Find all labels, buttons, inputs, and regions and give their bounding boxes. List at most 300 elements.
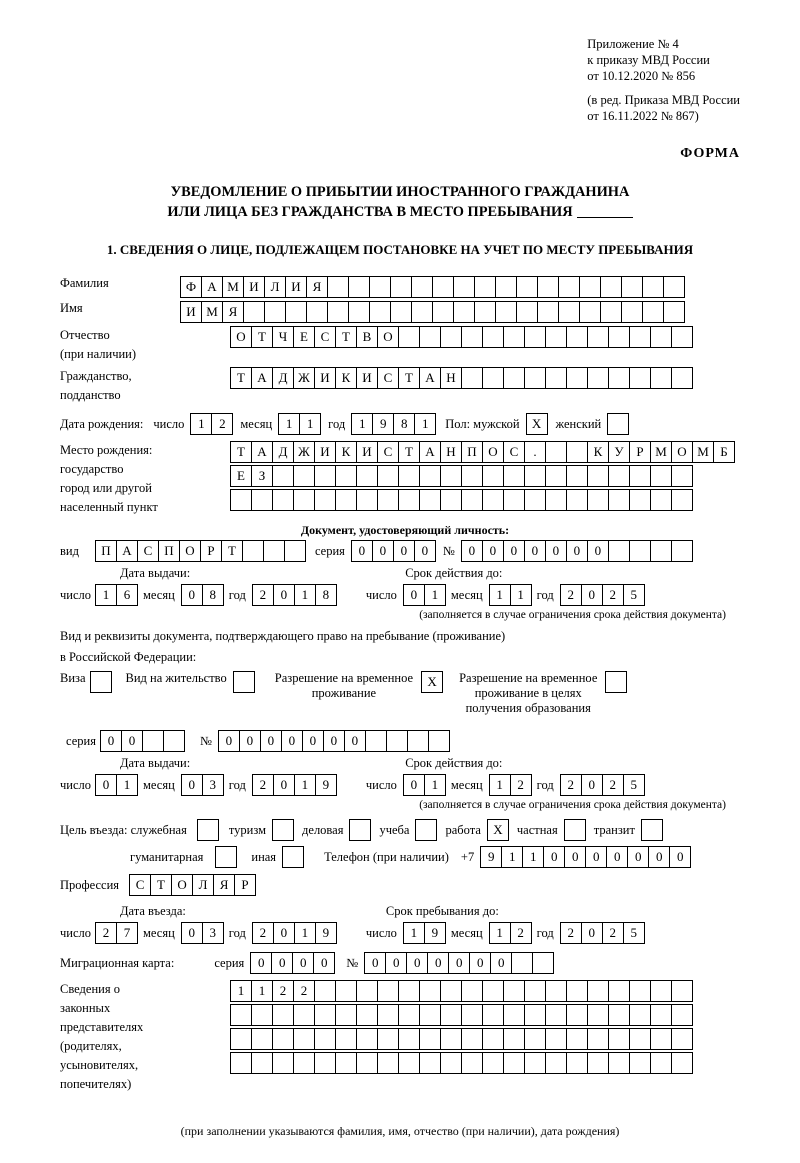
char-box[interactable] xyxy=(629,540,651,562)
char-box[interactable]: С xyxy=(377,441,399,463)
char-box[interactable]: 8 xyxy=(315,584,337,606)
char-box[interactable]: М xyxy=(201,301,223,323)
permit-issue-month-boxes[interactable] xyxy=(181,774,223,796)
legal-rep-line-1-boxes[interactable] xyxy=(230,980,692,1002)
char-box[interactable] xyxy=(242,540,264,562)
char-box[interactable]: 0 xyxy=(313,952,335,974)
char-box[interactable] xyxy=(293,489,315,511)
char-box[interactable] xyxy=(264,301,286,323)
char-box[interactable] xyxy=(314,1052,336,1074)
char-box[interactable]: 0 xyxy=(273,922,295,944)
char-box[interactable]: А xyxy=(116,540,138,562)
char-box[interactable]: 1 xyxy=(414,413,436,435)
char-box[interactable]: Д xyxy=(272,367,294,389)
char-box[interactable]: Т xyxy=(335,326,357,348)
char-box[interactable] xyxy=(566,367,588,389)
char-box[interactable] xyxy=(272,1052,294,1074)
char-box[interactable] xyxy=(293,465,315,487)
char-box[interactable]: Т xyxy=(230,367,252,389)
char-box[interactable]: 0 xyxy=(181,584,203,606)
char-box[interactable] xyxy=(566,1052,588,1074)
char-box[interactable]: 0 xyxy=(543,846,565,868)
char-box[interactable] xyxy=(545,1028,567,1050)
char-box[interactable]: 0 xyxy=(587,540,609,562)
char-box[interactable]: 1 xyxy=(294,922,316,944)
char-box[interactable]: 1 xyxy=(403,922,425,944)
residence-permit-checkbox[interactable] xyxy=(233,671,255,693)
char-box[interactable] xyxy=(629,367,651,389)
edu-residence-checkbox[interactable] xyxy=(605,671,627,693)
char-box[interactable]: Я xyxy=(306,276,328,298)
char-box[interactable] xyxy=(440,1028,462,1050)
permit-valid-year-boxes[interactable] xyxy=(560,774,644,796)
char-box[interactable]: И xyxy=(356,367,378,389)
char-box[interactable]: Ж xyxy=(293,441,315,463)
char-box[interactable] xyxy=(461,367,483,389)
char-box[interactable] xyxy=(650,1004,672,1026)
char-box[interactable] xyxy=(440,326,462,348)
char-box[interactable]: 0 xyxy=(648,846,670,868)
char-box[interactable]: 0 xyxy=(566,540,588,562)
char-box[interactable]: 0 xyxy=(121,730,143,752)
char-box[interactable]: О xyxy=(482,441,504,463)
char-box[interactable]: 0 xyxy=(218,730,240,752)
char-box[interactable] xyxy=(516,276,538,298)
entry-month-boxes[interactable] xyxy=(181,922,223,944)
char-box[interactable] xyxy=(671,540,693,562)
char-box[interactable] xyxy=(503,1052,525,1074)
char-box[interactable]: 0 xyxy=(271,952,293,974)
char-box[interactable]: П xyxy=(158,540,180,562)
char-box[interactable] xyxy=(377,489,399,511)
patronymic-boxes[interactable] xyxy=(230,326,692,348)
char-box[interactable]: Ф xyxy=(180,276,202,298)
char-box[interactable] xyxy=(482,1028,504,1050)
char-box[interactable] xyxy=(327,301,349,323)
sex-female-checkbox[interactable] xyxy=(607,413,629,435)
temp-residence-checkbox[interactable]: X xyxy=(421,671,443,693)
char-box[interactable] xyxy=(558,301,580,323)
char-box[interactable]: А xyxy=(419,367,441,389)
char-box[interactable] xyxy=(663,276,685,298)
char-box[interactable] xyxy=(650,540,672,562)
char-box[interactable] xyxy=(537,276,559,298)
char-box[interactable]: Я xyxy=(222,301,244,323)
char-box[interactable] xyxy=(566,1028,588,1050)
char-box[interactable]: 0 xyxy=(482,540,504,562)
purpose-humanitarian-checkbox[interactable] xyxy=(215,846,237,868)
char-box[interactable] xyxy=(608,540,630,562)
char-box[interactable]: Б xyxy=(713,441,735,463)
char-box[interactable]: 0 xyxy=(585,846,607,868)
legal-rep-line-4-boxes[interactable] xyxy=(230,1052,692,1074)
char-box[interactable]: В xyxy=(356,326,378,348)
char-box[interactable] xyxy=(453,301,475,323)
char-box[interactable] xyxy=(390,301,412,323)
char-box[interactable]: 0 xyxy=(273,584,295,606)
char-box[interactable]: Р xyxy=(234,874,256,896)
char-box[interactable] xyxy=(453,276,475,298)
char-box[interactable]: О xyxy=(671,441,693,463)
char-box[interactable] xyxy=(545,980,567,1002)
char-box[interactable] xyxy=(608,367,630,389)
char-box[interactable] xyxy=(608,1004,630,1026)
char-box[interactable]: 5 xyxy=(623,584,645,606)
char-box[interactable]: 0 xyxy=(581,584,603,606)
stay-month-boxes[interactable] xyxy=(489,922,531,944)
char-box[interactable] xyxy=(587,489,609,511)
char-box[interactable] xyxy=(608,1028,630,1050)
char-box[interactable] xyxy=(482,367,504,389)
char-box[interactable] xyxy=(650,1028,672,1050)
char-box[interactable]: . xyxy=(524,441,546,463)
char-box[interactable] xyxy=(545,326,567,348)
char-box[interactable] xyxy=(461,1004,483,1026)
char-box[interactable] xyxy=(356,1028,378,1050)
char-box[interactable] xyxy=(650,326,672,348)
char-box[interactable] xyxy=(579,301,601,323)
char-box[interactable]: 0 xyxy=(302,730,324,752)
char-box[interactable]: 1 xyxy=(424,774,446,796)
char-box[interactable]: 0 xyxy=(351,540,373,562)
char-box[interactable] xyxy=(503,465,525,487)
char-box[interactable] xyxy=(671,489,693,511)
char-box[interactable] xyxy=(419,1052,441,1074)
legal-rep-line-2-boxes[interactable] xyxy=(230,1004,692,1026)
char-box[interactable] xyxy=(642,301,664,323)
char-box[interactable]: 0 xyxy=(385,952,407,974)
char-box[interactable] xyxy=(377,465,399,487)
char-box[interactable] xyxy=(348,301,370,323)
char-box[interactable]: Е xyxy=(230,465,252,487)
char-box[interactable]: 3 xyxy=(202,922,224,944)
char-box[interactable]: Т xyxy=(398,441,420,463)
char-box[interactable] xyxy=(390,276,412,298)
char-box[interactable]: 8 xyxy=(393,413,415,435)
char-box[interactable] xyxy=(482,326,504,348)
char-box[interactable]: 2 xyxy=(252,922,274,944)
char-box[interactable] xyxy=(495,301,517,323)
char-box[interactable] xyxy=(650,489,672,511)
char-box[interactable]: 2 xyxy=(510,922,532,944)
purpose-service-checkbox[interactable] xyxy=(197,819,219,841)
char-box[interactable]: Т xyxy=(230,441,252,463)
birth-place-line-1-boxes[interactable] xyxy=(230,441,734,463)
char-box[interactable]: 2 xyxy=(252,774,274,796)
char-box[interactable] xyxy=(608,489,630,511)
char-box[interactable] xyxy=(650,980,672,1002)
char-box[interactable]: 1 xyxy=(95,584,117,606)
char-box[interactable] xyxy=(608,326,630,348)
char-box[interactable] xyxy=(600,301,622,323)
char-box[interactable] xyxy=(482,980,504,1002)
char-box[interactable] xyxy=(461,1028,483,1050)
char-box[interactable] xyxy=(503,1004,525,1026)
char-box[interactable] xyxy=(369,276,391,298)
char-box[interactable] xyxy=(545,465,567,487)
char-box[interactable]: 2 xyxy=(211,413,233,435)
char-box[interactable] xyxy=(293,1028,315,1050)
purpose-study-checkbox[interactable] xyxy=(415,819,437,841)
doc-issue-day-boxes[interactable] xyxy=(95,584,137,606)
char-box[interactable]: 0 xyxy=(427,952,449,974)
char-box[interactable] xyxy=(365,730,387,752)
char-box[interactable] xyxy=(377,1004,399,1026)
char-box[interactable] xyxy=(461,489,483,511)
char-box[interactable]: 0 xyxy=(414,540,436,562)
char-box[interactable] xyxy=(629,1028,651,1050)
char-box[interactable]: 0 xyxy=(281,730,303,752)
char-box[interactable] xyxy=(272,489,294,511)
char-box[interactable] xyxy=(629,980,651,1002)
char-box[interactable]: 6 xyxy=(116,584,138,606)
char-box[interactable] xyxy=(671,980,693,1002)
doc-kind-boxes[interactable] xyxy=(95,540,305,562)
char-box[interactable] xyxy=(516,301,538,323)
char-box[interactable] xyxy=(230,1052,252,1074)
char-box[interactable] xyxy=(398,489,420,511)
char-box[interactable]: 9 xyxy=(480,846,502,868)
birth-month-boxes[interactable] xyxy=(278,413,320,435)
char-box[interactable] xyxy=(621,301,643,323)
char-box[interactable]: 1 xyxy=(230,980,252,1002)
doc-valid-year-boxes[interactable] xyxy=(560,584,644,606)
char-box[interactable]: К xyxy=(335,367,357,389)
char-box[interactable]: 0 xyxy=(524,540,546,562)
char-box[interactable]: 0 xyxy=(581,774,603,796)
char-box[interactable]: 0 xyxy=(669,846,691,868)
char-box[interactable]: 2 xyxy=(272,980,294,1002)
char-box[interactable] xyxy=(230,489,252,511)
char-box[interactable]: Л xyxy=(264,276,286,298)
char-box[interactable]: 1 xyxy=(278,413,300,435)
char-box[interactable] xyxy=(545,489,567,511)
char-box[interactable]: М xyxy=(650,441,672,463)
char-box[interactable]: 9 xyxy=(424,922,446,944)
purpose-work-checkbox[interactable]: X xyxy=(487,819,509,841)
char-box[interactable] xyxy=(440,1004,462,1026)
char-box[interactable]: М xyxy=(692,441,714,463)
char-box[interactable] xyxy=(482,1052,504,1074)
purpose-other-checkbox[interactable] xyxy=(282,846,304,868)
char-box[interactable] xyxy=(356,1052,378,1074)
char-box[interactable] xyxy=(314,980,336,1002)
doc-number-boxes[interactable] xyxy=(461,540,692,562)
char-box[interactable]: П xyxy=(461,441,483,463)
char-box[interactable] xyxy=(398,326,420,348)
char-box[interactable]: Ж xyxy=(293,367,315,389)
citizenship-boxes[interactable] xyxy=(230,367,692,389)
purpose-transit-checkbox[interactable] xyxy=(641,819,663,841)
char-box[interactable] xyxy=(314,465,336,487)
char-box[interactable]: Т xyxy=(251,326,273,348)
char-box[interactable]: 2 xyxy=(510,774,532,796)
char-box[interactable] xyxy=(671,465,693,487)
char-box[interactable]: 1 xyxy=(294,584,316,606)
char-box[interactable] xyxy=(545,1004,567,1026)
char-box[interactable] xyxy=(419,1028,441,1050)
birth-year-boxes[interactable] xyxy=(351,413,435,435)
char-box[interactable]: Т xyxy=(221,540,243,562)
char-box[interactable]: 1 xyxy=(489,922,511,944)
char-box[interactable] xyxy=(440,489,462,511)
char-box[interactable] xyxy=(629,465,651,487)
char-box[interactable]: Я xyxy=(213,874,235,896)
char-box[interactable]: Т xyxy=(150,874,172,896)
char-box[interactable]: 1 xyxy=(501,846,523,868)
char-box[interactable] xyxy=(419,1004,441,1026)
purpose-business-checkbox[interactable] xyxy=(349,819,371,841)
char-box[interactable] xyxy=(671,367,693,389)
char-box[interactable]: 2 xyxy=(293,980,315,1002)
char-box[interactable]: 0 xyxy=(606,846,628,868)
char-box[interactable]: 3 xyxy=(202,774,224,796)
char-box[interactable]: 1 xyxy=(522,846,544,868)
char-box[interactable] xyxy=(587,326,609,348)
char-box[interactable]: Т xyxy=(398,367,420,389)
char-box[interactable] xyxy=(566,489,588,511)
char-box[interactable]: Д xyxy=(272,441,294,463)
char-box[interactable] xyxy=(461,326,483,348)
char-box[interactable] xyxy=(629,1004,651,1026)
char-box[interactable] xyxy=(314,489,336,511)
char-box[interactable]: 1 xyxy=(351,413,373,435)
doc-issue-year-boxes[interactable] xyxy=(252,584,336,606)
char-box[interactable]: 0 xyxy=(100,730,122,752)
char-box[interactable] xyxy=(503,1028,525,1050)
char-box[interactable]: И xyxy=(285,276,307,298)
char-box[interactable] xyxy=(398,980,420,1002)
char-box[interactable] xyxy=(524,1004,546,1026)
char-box[interactable] xyxy=(272,1028,294,1050)
char-box[interactable]: 0 xyxy=(581,922,603,944)
char-box[interactable]: 1 xyxy=(294,774,316,796)
char-box[interactable] xyxy=(419,980,441,1002)
char-box[interactable]: О xyxy=(179,540,201,562)
char-box[interactable] xyxy=(671,1028,693,1050)
char-box[interactable] xyxy=(566,980,588,1002)
char-box[interactable] xyxy=(411,301,433,323)
char-box[interactable] xyxy=(440,980,462,1002)
char-box[interactable]: Л xyxy=(192,874,214,896)
char-box[interactable] xyxy=(335,489,357,511)
char-box[interactable] xyxy=(356,980,378,1002)
char-box[interactable] xyxy=(566,326,588,348)
char-box[interactable] xyxy=(650,367,672,389)
char-box[interactable]: 9 xyxy=(372,413,394,435)
doc-valid-month-boxes[interactable] xyxy=(489,584,531,606)
char-box[interactable] xyxy=(314,1004,336,1026)
char-box[interactable] xyxy=(398,1028,420,1050)
char-box[interactable] xyxy=(503,489,525,511)
char-box[interactable] xyxy=(407,730,429,752)
char-box[interactable]: И xyxy=(243,276,265,298)
birth-place-line-3-boxes[interactable] xyxy=(230,489,734,511)
permit-series-boxes[interactable] xyxy=(100,730,184,752)
char-box[interactable] xyxy=(306,301,328,323)
char-box[interactable] xyxy=(284,540,306,562)
birth-day-boxes[interactable] xyxy=(190,413,232,435)
char-box[interactable] xyxy=(587,1028,609,1050)
char-box[interactable] xyxy=(335,1028,357,1050)
migration-number-boxes[interactable] xyxy=(364,952,553,974)
char-box[interactable] xyxy=(587,1004,609,1026)
char-box[interactable]: Е xyxy=(293,326,315,348)
char-box[interactable] xyxy=(566,1004,588,1026)
char-box[interactable] xyxy=(356,465,378,487)
char-box[interactable] xyxy=(293,1004,315,1026)
char-box[interactable]: С xyxy=(503,441,525,463)
char-box[interactable] xyxy=(650,1052,672,1074)
char-box[interactable]: 1 xyxy=(489,584,511,606)
char-box[interactable] xyxy=(545,1052,567,1074)
char-box[interactable]: 7 xyxy=(116,922,138,944)
char-box[interactable]: 2 xyxy=(560,922,582,944)
stay-day-boxes[interactable] xyxy=(403,922,445,944)
char-box[interactable]: Ч xyxy=(272,326,294,348)
birth-place-line-2-boxes[interactable] xyxy=(230,465,734,487)
char-box[interactable] xyxy=(230,1028,252,1050)
char-box[interactable] xyxy=(440,465,462,487)
char-box[interactable]: 0 xyxy=(181,922,203,944)
phone-boxes[interactable] xyxy=(480,846,690,868)
char-box[interactable] xyxy=(335,465,357,487)
char-box[interactable]: 2 xyxy=(602,774,624,796)
char-box[interactable]: 8 xyxy=(202,584,224,606)
char-box[interactable] xyxy=(474,301,496,323)
permit-issue-day-boxes[interactable] xyxy=(95,774,137,796)
char-box[interactable]: З xyxy=(251,465,273,487)
char-box[interactable]: 0 xyxy=(181,774,203,796)
char-box[interactable]: 0 xyxy=(503,540,525,562)
char-box[interactable] xyxy=(587,367,609,389)
char-box[interactable]: 2 xyxy=(560,774,582,796)
char-box[interactable] xyxy=(163,730,185,752)
char-box[interactable] xyxy=(461,980,483,1002)
char-box[interactable] xyxy=(503,367,525,389)
migration-series-boxes[interactable] xyxy=(250,952,334,974)
char-box[interactable] xyxy=(314,1028,336,1050)
char-box[interactable] xyxy=(440,1052,462,1074)
char-box[interactable]: 0 xyxy=(461,540,483,562)
char-box[interactable] xyxy=(495,276,517,298)
char-box[interactable]: 2 xyxy=(252,584,274,606)
permit-number-boxes[interactable] xyxy=(218,730,449,752)
char-box[interactable] xyxy=(503,326,525,348)
char-box[interactable]: 1 xyxy=(489,774,511,796)
sex-male-checkbox[interactable]: X xyxy=(526,413,548,435)
char-box[interactable] xyxy=(537,301,559,323)
entry-year-boxes[interactable] xyxy=(252,922,336,944)
visa-checkbox[interactable] xyxy=(90,671,112,693)
char-box[interactable] xyxy=(524,1052,546,1074)
char-box[interactable]: А xyxy=(251,367,273,389)
char-box[interactable] xyxy=(524,367,546,389)
char-box[interactable] xyxy=(629,1052,651,1074)
char-box[interactable] xyxy=(251,1052,273,1074)
char-box[interactable] xyxy=(642,276,664,298)
char-box[interactable] xyxy=(377,1052,399,1074)
char-box[interactable] xyxy=(524,1028,546,1050)
char-box[interactable] xyxy=(566,465,588,487)
char-box[interactable] xyxy=(386,730,408,752)
char-box[interactable]: 1 xyxy=(510,584,532,606)
legal-rep-line-3-boxes[interactable] xyxy=(230,1028,692,1050)
char-box[interactable]: 0 xyxy=(344,730,366,752)
permit-valid-day-boxes[interactable] xyxy=(403,774,445,796)
char-box[interactable] xyxy=(432,276,454,298)
char-box[interactable]: 0 xyxy=(490,952,512,974)
